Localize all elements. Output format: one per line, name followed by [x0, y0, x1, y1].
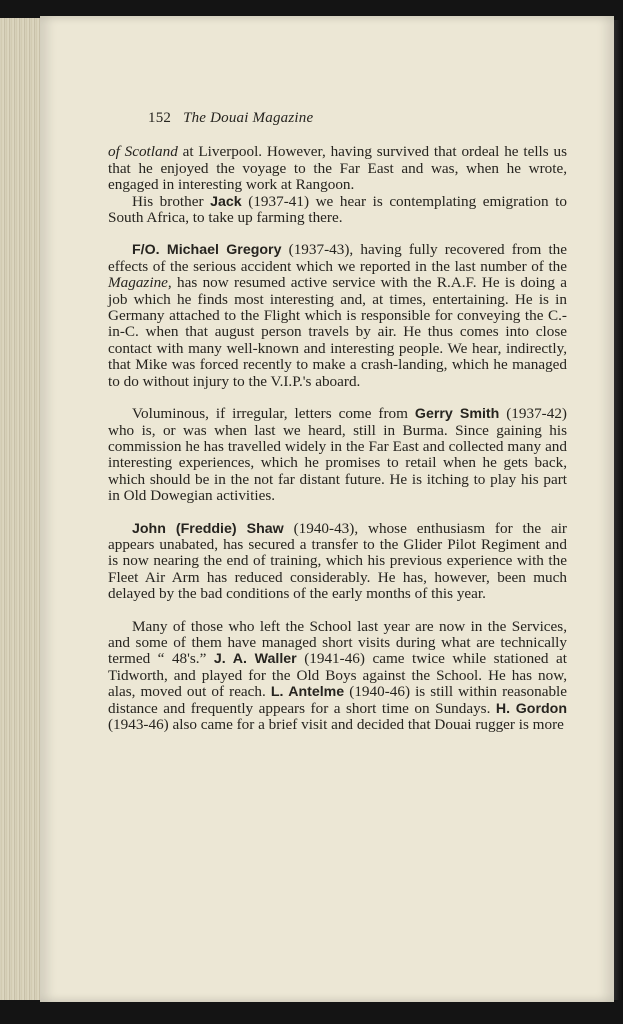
text-run: (1937-41) we hear is contemplating emigration to South Africa, to take up farming there. [108, 192, 567, 227]
text-run: (1940-46) is still within reasonable distance and frequently appears for a short time on Sundays. [108, 683, 567, 717]
paragraph-gap [108, 603, 567, 619]
text-run: (1940-43), whose enthusiasm for the air appears unabated, has secured a transfer to the Glider Pilot Regiment and is now nearing the end of training, which his previous experience with the Fleet Air Arm has reduced considerably. He has, however, been much delayed by the bad conditions of the early months of this year. [108, 519, 567, 603]
paragraph-gap [108, 505, 567, 521]
book-page-edges [0, 18, 42, 1000]
person-name: L. Antelme [270, 684, 345, 701]
italic-text: Magazine [108, 274, 168, 292]
text-run: (1937-43), having fully recovered from the effects of the serious accident which we reported in the last number of the [108, 241, 568, 275]
paragraph-gap [108, 390, 567, 406]
text-run: (1943-46) also came for a brief visit and decided that Douai rugger is more [108, 716, 564, 733]
person-name: H. Gordon [495, 700, 567, 717]
article-body [108, 144, 567, 733]
text-run: (1937-42) who is, or was when last we heard, still in Burma. Since gaining his commission he has travelled widely in the Far East and collected many and interesting experiences, which he promises to retail when he gets back, which should be in the not far distant future. He is itching to play his part in Old Dowegian activities. [108, 405, 567, 505]
paragraph [108, 521, 567, 603]
text-run: at Liverpool. However, having survived that ordeal he tells us that he enjoyed the voyage to the Far East and was, when he wrote, engaged in interesting work at Rangoon. [108, 143, 567, 194]
book-gutter [614, 20, 623, 1000]
person-name: J. A. Waller [213, 651, 297, 668]
text-run: Many of those who left the School last year are now in the Services, and some of them have managed short visits during what are technically termed “ 48's.” [108, 617, 567, 668]
paragraph [108, 194, 567, 227]
magazine-title: The Douai Magazine [183, 110, 314, 126]
person-name: Jack [210, 193, 242, 210]
paragraph [108, 619, 567, 734]
person-name: F/O. Michael Gregory [132, 242, 282, 259]
text-run: His brother [132, 192, 211, 210]
paragraph [108, 242, 567, 390]
paragraph [108, 144, 567, 193]
person-name: John (Freddie) Shaw [132, 520, 284, 537]
paragraph-gap [108, 226, 567, 242]
paragraph [108, 406, 567, 504]
text-run: (1941-46) came twice while stationed at Tidworth, and played for the Old Boys against the School. He has now, alas, moved out of reach. [108, 650, 567, 701]
page-number: 152 [148, 110, 172, 126]
italic-text: of Scotland [108, 143, 178, 161]
text-run: Voluminous, if irregular, letters come from [132, 405, 415, 423]
running-head [148, 110, 567, 126]
page-text [108, 110, 567, 733]
person-name: Gerry Smith [414, 406, 500, 423]
text-run: , has now resumed active service with the R.A.F. He is doing a job which he finds most interesting and, at times, entertaining. He is in Germany attached to the Flight which is responsible for conveying the C.-in-C. when that august person travels by air. He thus comes into close contact with many well-known and interesting people. We hear, indirectly, that Mike was forced recently to make a crash-landing, which he managed to do without injury to the V.I.P.'s aboard. [108, 274, 567, 390]
